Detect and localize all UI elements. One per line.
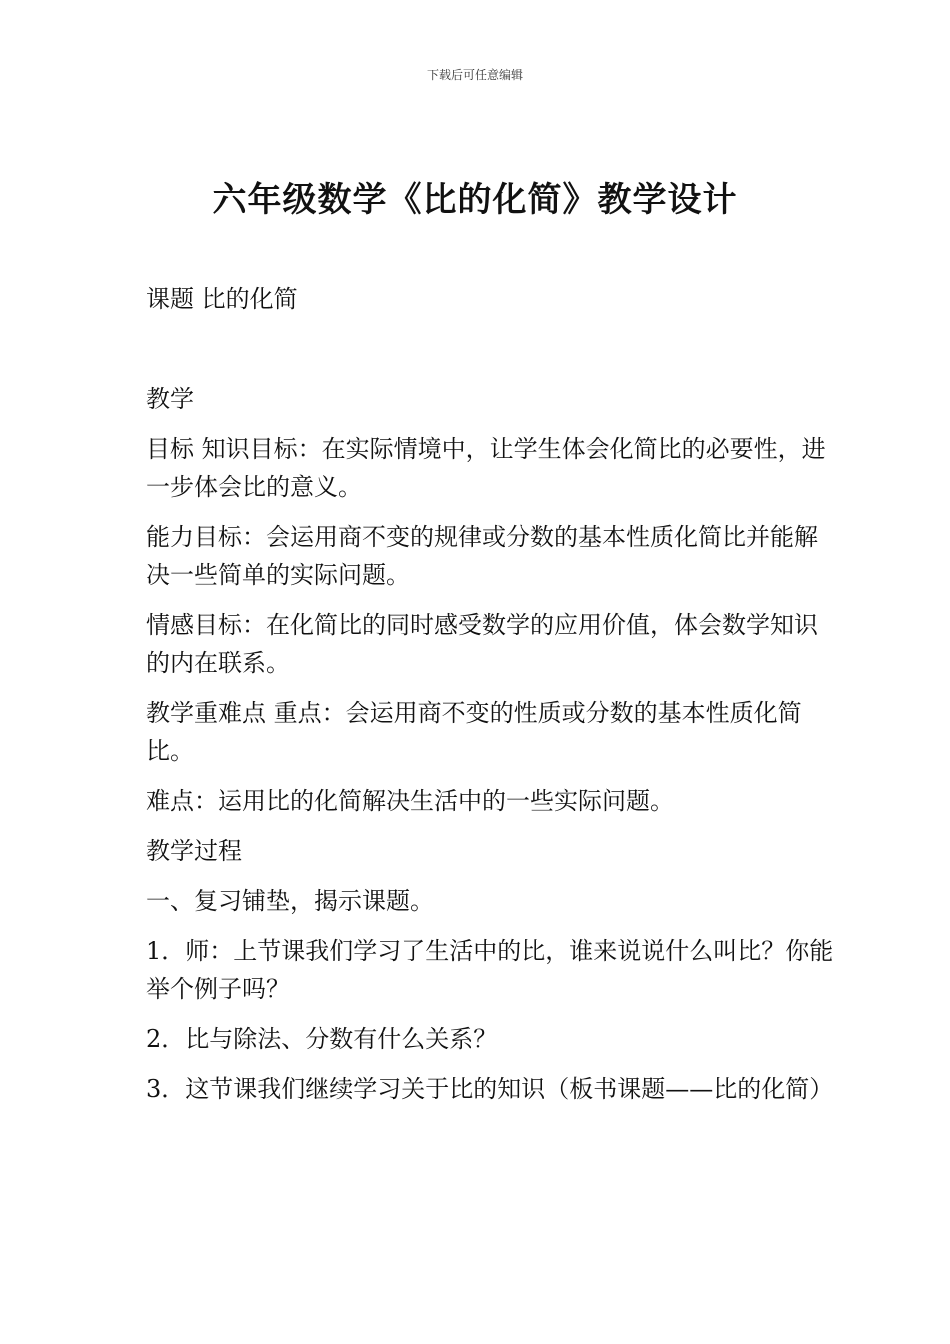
- paragraph-key-points: 教学重难点 重点：会运用商不变的性质或分数的基本性质化简比。: [146, 699, 802, 765]
- paragraph-section-one: 一、复习铺垫，揭示课题。: [146, 887, 434, 915]
- paragraph-item-3: 3．这节课我们继续学习关于比的知识（板书课题——比的化简）: [146, 1075, 834, 1103]
- paragraph-knowledge-goal: 目标 知识目标：在实际情境中，让学生体会化简比的必要性，进一步体会比的意义。: [146, 435, 826, 501]
- paragraph-ability-goal: 能力目标：会运用商不变的规律或分数的基本性质化简比并能解决一些简单的实际问题。: [146, 523, 818, 589]
- document-title: 六年级数学《比的化简》教学设计: [212, 180, 738, 220]
- paragraph-process-heading: 教学过程: [146, 837, 242, 865]
- paragraph-item-1: 1．师：上节课我们学习了生活中的比，谁来说说什么叫比？你能举个例子吗？: [146, 937, 834, 1003]
- header-note: 下载后可任意编辑: [426, 68, 523, 82]
- paragraph-difficulty: 难点：运用比的化简解决生活中的一些实际问题。: [146, 787, 674, 815]
- lesson-topic: 课题 比的化简: [146, 285, 298, 313]
- spacer: [146, 318, 836, 380]
- paragraph-emotion-goal: 情感目标：在化简比的同时感受数学的应用价值，体会数学知识的内在联系。: [146, 611, 818, 677]
- paragraph-item-2: 2．比与除法、分数有什么关系？: [146, 1025, 498, 1053]
- document-body: [146, 280, 836, 1120]
- paragraph-teaching: 教学: [146, 385, 194, 413]
